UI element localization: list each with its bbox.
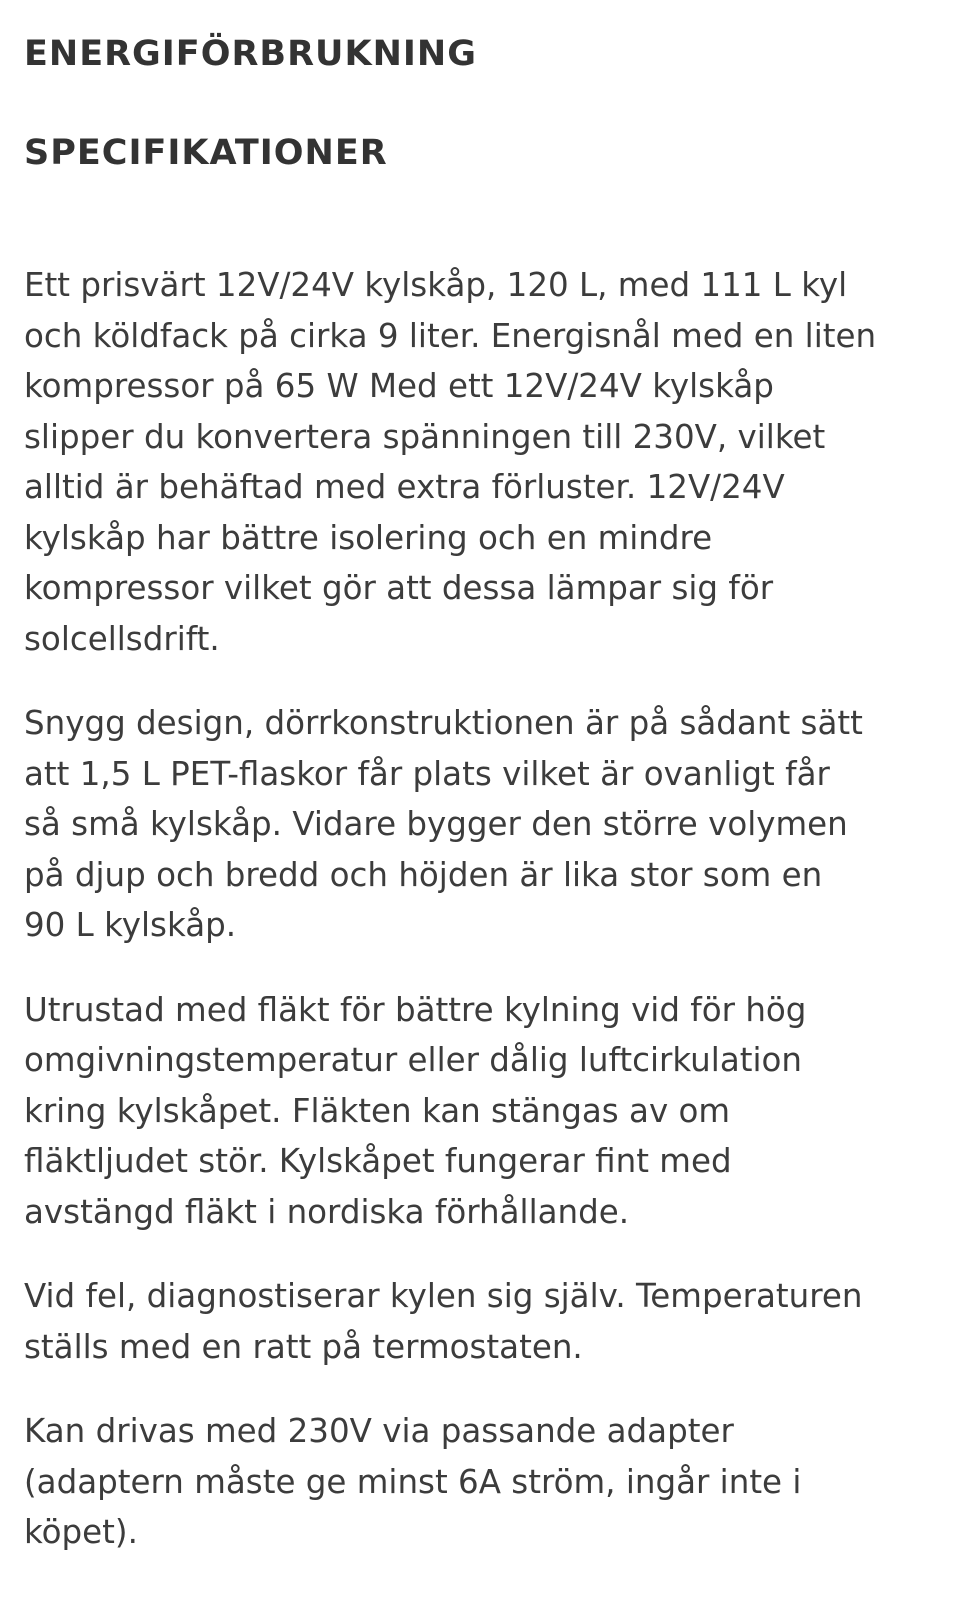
paragraph-fan: Utrustad med fläkt för bättre kylning vid för hög omgivningstemperatur eller dålig luftcirkulation kring kylskåpet. Fläkten kan stängas av om fläktljudet stör. Kylskåpet fungerar fint med avstängd fläkt i nordiska förhållande. bbox=[24, 990, 807, 1231]
specifications-heading[interactable]: SPECIFIKATIONER bbox=[24, 133, 388, 173]
paragraph-diagnostics: Vid fel, diagnostiserar kylen sig själv. Temperaturen ställs med en ratt på termostaten. bbox=[24, 1277, 863, 1366]
energy-consumption-heading[interactable]: ENERGIFÖRBRUKNING bbox=[24, 34, 477, 74]
paragraph-design: Snygg design, dörrkonstruktionen är på sådant sätt att 1,5 L PET-flaskor får plats vilket är ovanligt får så små kylskåp. Vidare bygger den större volymen på djup och bredd och höjden är lika stor som en 90 L kylskåp. bbox=[24, 704, 863, 944]
description-body bbox=[24, 260, 944, 1592]
paragraph-adapter: Kan drivas med 230V via passande adapter (adaptern måste ge minst 6A ström, ingår inte i köpet). bbox=[24, 1412, 802, 1551]
paragraph-overview: Ett prisvärt 12V/24V kylskåp, 120 L, med 111 L kyl och köldfack på cirka 9 liter. Energisnål med en liten kompressor på 65 W Med ett 12V/24V kylskåp slipper du konvertera spänningen till 230V, vilket alltid är behäftad med extra förluster. 12V/24V kylskåp har bättre isolering och en mindre kompressor vilket gör att dessa lämpar sig för solcellsdrift. bbox=[24, 266, 877, 658]
